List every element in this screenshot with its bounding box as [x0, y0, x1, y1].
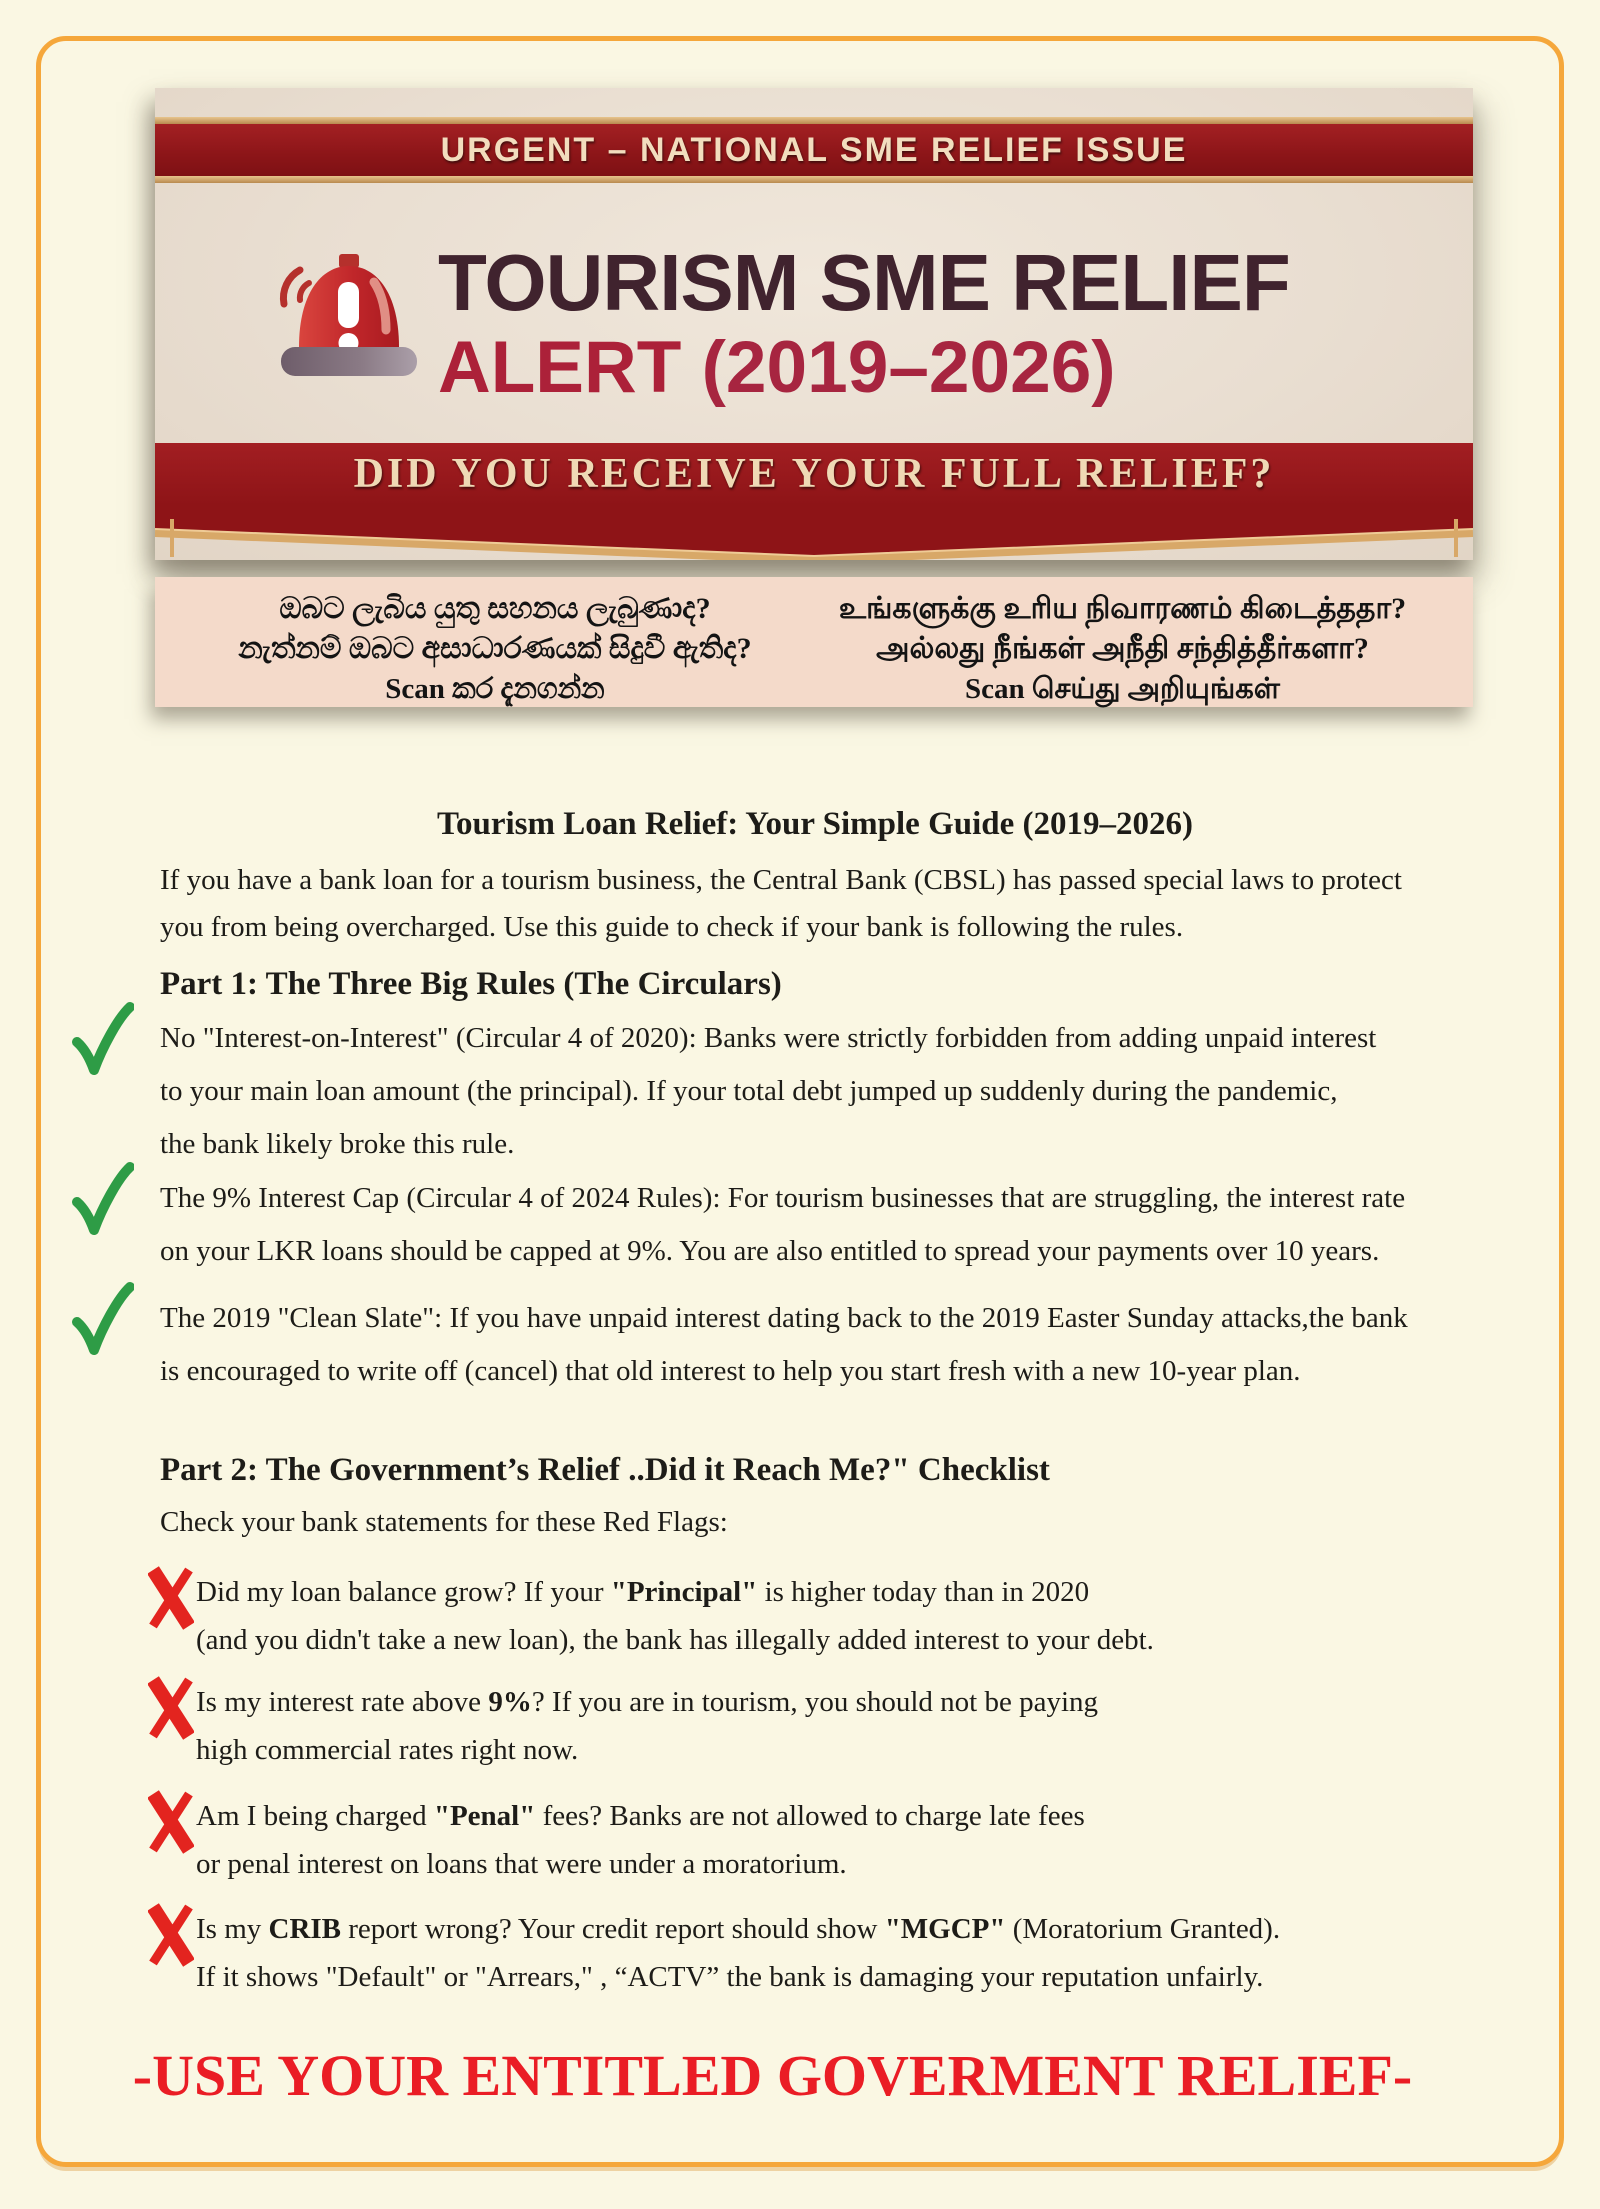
- tamil-line-1: உங்களுக்கு உரிய நிவாரணம் கிடைத்ததா?: [838, 592, 1407, 625]
- tamil-text: [790, 577, 1455, 709]
- redflag-item-1-text: Did my loan balance grow? If your "Principal" is higher today than in 2020 (and you didn't take a new loan), the bank has illegally added interest to your debt.: [196, 1576, 1154, 1656]
- question-ribbon-text: DID YOU RECEIVE YOUR FULL RELIEF?: [353, 451, 1275, 497]
- alert-years: (2019–2026): [701, 327, 1116, 408]
- green-check-icon: [72, 1002, 134, 1078]
- red-x-icon: [148, 1676, 194, 1740]
- part2-heading: Part 2: The Government’s Relief ..Did it Reach Me?" Checklist: [160, 1452, 1050, 1488]
- language-strip: [155, 577, 1473, 707]
- green-check-icon: [72, 1282, 134, 1358]
- green-check-icon: [72, 1162, 134, 1238]
- ribbon-chevron: [155, 505, 1473, 560]
- red-x-icon: [148, 1790, 194, 1854]
- sinhala-scan-line: Scan කර දැනගන්න: [385, 673, 605, 705]
- redflag-item-2-text: Is my interest rate above 9%? If you are in tourism, you should not be paying high commercial rates right now.: [196, 1686, 1099, 1766]
- guide-intro: If you have a bank loan for a tourism business, the Central Bank (CBSL) has passed special laws to protect you from being overcharged. Use this guide to check if your bank is following the rules.: [160, 864, 1402, 943]
- gold-stripe: [155, 176, 1473, 183]
- part2-subheading: Check your bank statements for these Red Flags:: [160, 1506, 728, 1538]
- alert-word: ALERT: [438, 327, 682, 408]
- banner-top-section: [155, 88, 1473, 560]
- banner-alert-line: [438, 328, 1116, 408]
- red-x-icon: [148, 1903, 194, 1967]
- rule-item-1-text: No "Interest-on-Interest" (Circular 4 of 2020): Banks were strictly forbidden from adding unpaid interest to your main loan amount (the principal). If your total debt jumped up suddenly during the pandemic, the bank likely broke this rule.: [160, 1022, 1377, 1160]
- part1-heading: Part 1: The Three Big Rules (The Circulars): [160, 966, 782, 1002]
- question-ribbon: [155, 443, 1473, 505]
- gold-stripe: [155, 117, 1473, 124]
- tamil-line-2: அல்லது நீங்கள் அநீதி சந்தித்தீர்களா?: [876, 632, 1369, 665]
- redflag-item-3-text: Am I being charged "Penal" fees? Banks are not allowed to charge late fees or penal interest on loans that were under a moratorium.: [196, 1800, 1085, 1880]
- guide-title: Tourism Loan Relief: Your Simple Guide (2019–2026): [437, 806, 1193, 842]
- sinhala-text: [210, 577, 780, 709]
- sinhala-line-1: ඔබට ලැබිය යුතු සහනය ලැබුණාද?: [279, 592, 711, 625]
- rule-item-2-text: The 9% Interest Cap (Circular 4 of 2024 Rules): For tourism businesses that are struggling, the interest rate on your LKR loans should be capped at 9%. You are also entitled to spread your payments over 10 years.: [160, 1182, 1406, 1267]
- siren-alert-icon: [262, 248, 432, 388]
- footer-slogan: -USE YOUR ENTITLED GOVERMENT RELIEF-: [132, 2043, 1413, 2108]
- urgent-ribbon-text: URGENT – NATIONAL SME RELIEF ISSUE: [440, 130, 1188, 169]
- sinhala-line-2: නැත්නම් ඔබට අසාධාරණයක් සිදුවී ඇතිද?: [238, 632, 752, 665]
- redflag-item-4-text: Is my CRIB report wrong? Your credit report should show "MGCP" (Moratorium Granted). If it shows "Default" or "Arrears," , “ACTV” the bank is damaging your reputation unfairly.: [196, 1913, 1281, 1993]
- red-x-icon: [148, 1566, 194, 1630]
- rule-item-3-text: The 2019 "Clean Slate": If you have unpaid interest dating back to the 2019 Easter Sunday attacks,the bank is encouraged to write off (cancel) that old interest to help you start fresh with a new 10-year plan.: [160, 1302, 1408, 1387]
- urgent-ribbon: [155, 124, 1473, 176]
- tamil-scan-line: Scan செய்து அறியுங்கள்: [965, 673, 1280, 705]
- banner-title: TOURISM SME RELIEF: [438, 238, 1290, 327]
